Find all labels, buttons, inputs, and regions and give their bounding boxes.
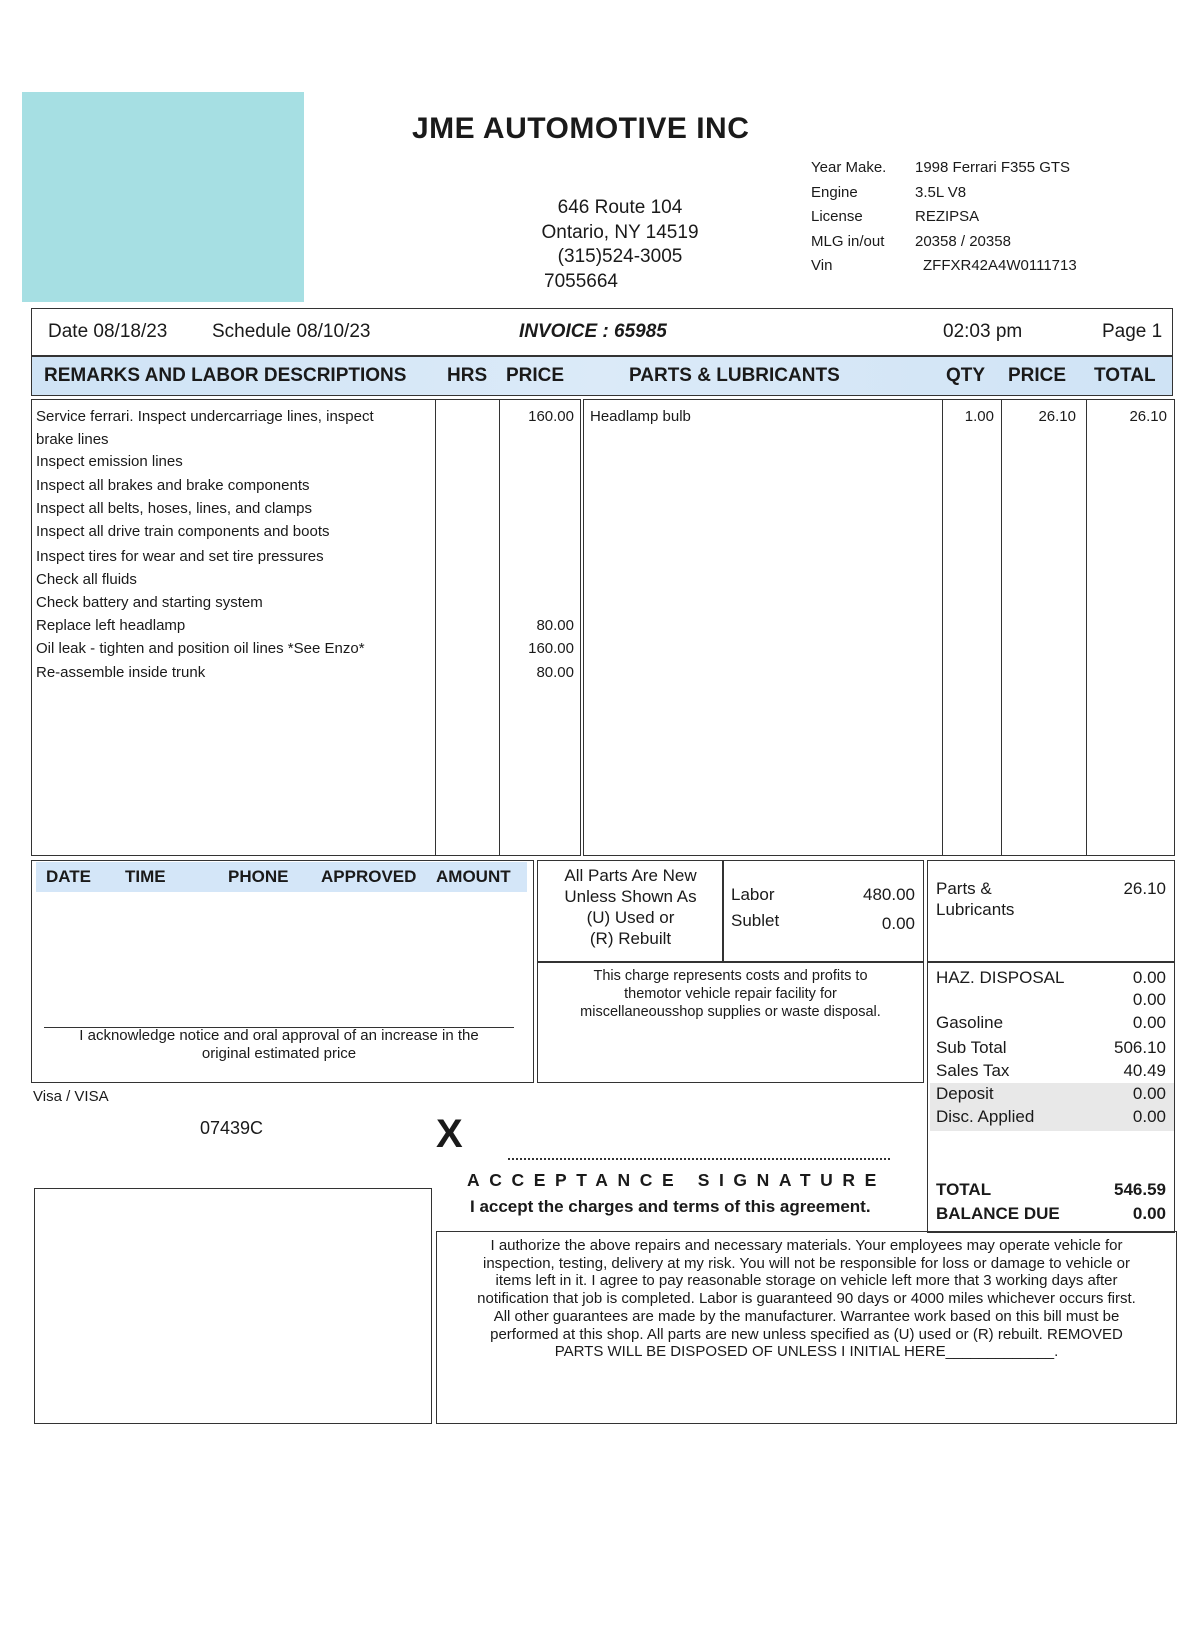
balance-due-value: 0.00 — [1132, 1204, 1166, 1223]
part-qty: 1.00 — [964, 408, 994, 425]
part-price: 26.10 — [1038, 408, 1076, 425]
labor-line-text: Inspect tires for wear and set tire pressures — [36, 548, 324, 565]
labor-line-price: 80.00 — [536, 617, 574, 634]
part-total: 26.10 — [1129, 408, 1167, 425]
year-make-value: 1998 Ferrari F355 GTS — [915, 159, 1071, 176]
invoice-time: 02:03 pm — [943, 321, 1023, 342]
license-value: REZIPSA — [915, 208, 980, 225]
labor-line-text: brake lines — [36, 431, 109, 448]
sublet-label: Sublet — [731, 911, 780, 930]
shop-phone: (315)524-3005 — [557, 246, 683, 267]
terms-line: items left in it. I agree to pay reasonable storage on vehicle left more that 3 working days after — [495, 1272, 1118, 1290]
labor-summary — [722, 860, 924, 962]
labor-line-text: Inspect all belts, hoses, lines, and clamps — [36, 500, 312, 517]
address-line1: 646 Route 104 — [557, 197, 683, 218]
labor-line-text: Replace left headlamp — [36, 617, 186, 634]
redacted-customer-block — [22, 92, 304, 302]
terms-text — [444, 1237, 1169, 1361]
payment-method: Visa / VISA — [33, 1088, 109, 1105]
mileage-value: 20358 / 20358 — [915, 232, 1011, 250]
terms-line: inspection, testing, delivery at my risk. You will not be responsible for loss or damage to vehicle or — [483, 1254, 1130, 1272]
labor-line-text: Inspect emission lines — [36, 453, 183, 470]
sublet-value: 0.00 — [881, 914, 915, 933]
company-name: JME AUTOMOTIVE INC — [412, 112, 750, 145]
approval-header — [36, 862, 527, 892]
labor-line-text: Service ferrari. Inspect undercarriage lines, inspect — [36, 408, 374, 425]
blank-box — [34, 1188, 432, 1424]
balance-due-label: BALANCE DUE — [936, 1204, 1060, 1223]
total-value: 546.59 — [1114, 1180, 1166, 1199]
invoice-number: INVOICE : 65985 — [519, 321, 667, 342]
acceptance-signature-heading: ACCEPTANCE SIGNATURE — [467, 1170, 886, 1190]
labor-line-price: 160.00 — [528, 640, 574, 657]
schedule-date: Schedule 08/10/23 — [212, 321, 371, 342]
sales-tax-value: 40.49 — [1123, 1061, 1166, 1080]
parts-summary — [927, 860, 1175, 962]
note-line: (U) Used or — [586, 908, 675, 927]
discount-label: Disc. Applied — [936, 1107, 1035, 1126]
charge-note — [537, 962, 924, 1083]
labor-line-text: Check battery and starting system — [36, 594, 263, 611]
approval-amount-header: AMOUNT — [436, 867, 511, 886]
approval-time-header: TIME — [125, 867, 166, 886]
subtotal-value: 506.10 — [1114, 1038, 1166, 1057]
part-description: Headlamp bulb — [590, 408, 691, 425]
deposit-label: Deposit — [936, 1084, 994, 1103]
labor-total-value: 480.00 — [863, 885, 915, 904]
hrs-header: HRS — [447, 365, 488, 386]
parts-price-header: PRICE — [1008, 365, 1067, 386]
total-header: TOTAL — [1094, 365, 1156, 386]
terms-line: PARTS WILL BE DISPOSED OF UNLESS I INITIAL HERE_____________. — [554, 1343, 1059, 1361]
total-label: TOTAL — [936, 1180, 992, 1199]
charge-line: themotor vehicle repair facility for — [624, 986, 837, 1002]
ack-line1: I acknowledge notice and oral approval of an increase in the — [79, 1027, 479, 1044]
unlabeled-charge-value: 0.00 — [1132, 990, 1166, 1009]
mileage-label: MLG in/out — [811, 232, 885, 250]
signature-x-mark: X — [436, 1112, 463, 1156]
remarks-header: REMARKS AND LABOR DESCRIPTIONS — [44, 365, 407, 386]
invoice-date: Date 08/18/23 — [48, 321, 168, 342]
parts-header: PARTS & LUBRICANTS — [629, 365, 840, 386]
vehicle-values — [915, 156, 1077, 279]
terms-line: notification that job is completed. Labor is guaranteed 90 days or 4000 miles whichever occurs first. — [477, 1290, 1136, 1308]
charge-line: miscellaneousshop supplies or waste disposal. — [580, 1004, 881, 1020]
labor-line-text: Oil leak - tighten and position oil lines *See Enzo* — [36, 640, 365, 657]
terms-line: All other guarantees are made by the manufacturer. Warrantee work based on this bill must be — [493, 1307, 1120, 1325]
shop-extra-number: 7055664 — [544, 270, 618, 292]
labor-line-price: 160.00 — [528, 408, 574, 425]
gasoline-value: 0.00 — [1132, 1013, 1166, 1032]
note-line: Unless Shown As — [564, 887, 697, 906]
gasoline-label: Gasoline — [936, 1013, 1004, 1032]
terms-line: performed at this shop. All parts are new unless specified as (U) used or (R) rebuilt. REMOVED — [490, 1325, 1123, 1343]
page-number: Page 1 — [1102, 321, 1163, 342]
qty-header: QTY — [946, 365, 986, 386]
terms-line: I authorize the above repairs and necessary materials. Your employees may operate vehicle for — [490, 1237, 1123, 1254]
lubricants-summary-label: Lubricants — [936, 900, 1015, 919]
sales-tax-label: Sales Tax — [936, 1061, 1010, 1080]
note-line: All Parts Are New — [564, 866, 697, 885]
charge-line: This charge represents costs and profits to — [593, 968, 868, 984]
invoice-info-bar — [31, 308, 1173, 356]
subtotal-label: Sub Total — [936, 1038, 1007, 1057]
labor-line-text: Inspect all drive train components and boots — [36, 523, 330, 540]
labor-line-text: Inspect all brakes and brake components — [36, 477, 310, 494]
payment-approval-code: 07439C — [200, 1118, 264, 1138]
labor-line-price: 80.00 — [536, 664, 574, 681]
labor-line-text: Re-assemble inside trunk — [36, 664, 206, 681]
shop-address — [510, 196, 730, 294]
approval-date-header: DATE — [46, 867, 92, 886]
approval-approved-header: APPROVED — [321, 867, 417, 886]
license-label: License — [811, 208, 863, 225]
parts-summary-value: 26.10 — [1123, 879, 1166, 898]
totals-box — [927, 962, 1175, 1233]
address-line2: Ontario, NY 14519 — [541, 221, 699, 243]
year-make-label: Year Make. — [811, 159, 887, 176]
labor-price-header: PRICE — [506, 365, 565, 386]
engine-label: Engine — [811, 183, 858, 201]
vin-value: ZFFXR42A4W0111713 — [923, 257, 1077, 274]
labor-total-label: Labor — [731, 885, 775, 904]
engine-value: 3.5L V8 — [915, 183, 967, 201]
note-line: (R) Rebuilt — [589, 929, 672, 948]
deposit-value: 0.00 — [1132, 1084, 1166, 1103]
approval-phone-header: PHONE — [228, 867, 289, 886]
parts-table — [583, 399, 1175, 856]
column-header-bar — [31, 356, 1173, 396]
parts-summary-label: Parts & — [936, 879, 992, 898]
vehicle-labels — [811, 156, 886, 279]
signature-line[interactable] — [508, 1158, 890, 1160]
haz-disposal-label: HAZ. DISPOSAL — [936, 968, 1065, 987]
ack-text — [44, 1027, 514, 1063]
acceptance-statement: I accept the charges and terms of this agreement. — [470, 1197, 871, 1216]
haz-disposal-value: 0.00 — [1132, 968, 1166, 987]
vin-label: Vin — [811, 257, 833, 274]
parts-condition-note — [537, 860, 724, 962]
labor-table — [31, 399, 581, 856]
labor-line-text: Check all fluids — [36, 571, 137, 588]
ack-line2: original estimated price — [201, 1045, 357, 1062]
discount-value: 0.00 — [1132, 1107, 1166, 1126]
